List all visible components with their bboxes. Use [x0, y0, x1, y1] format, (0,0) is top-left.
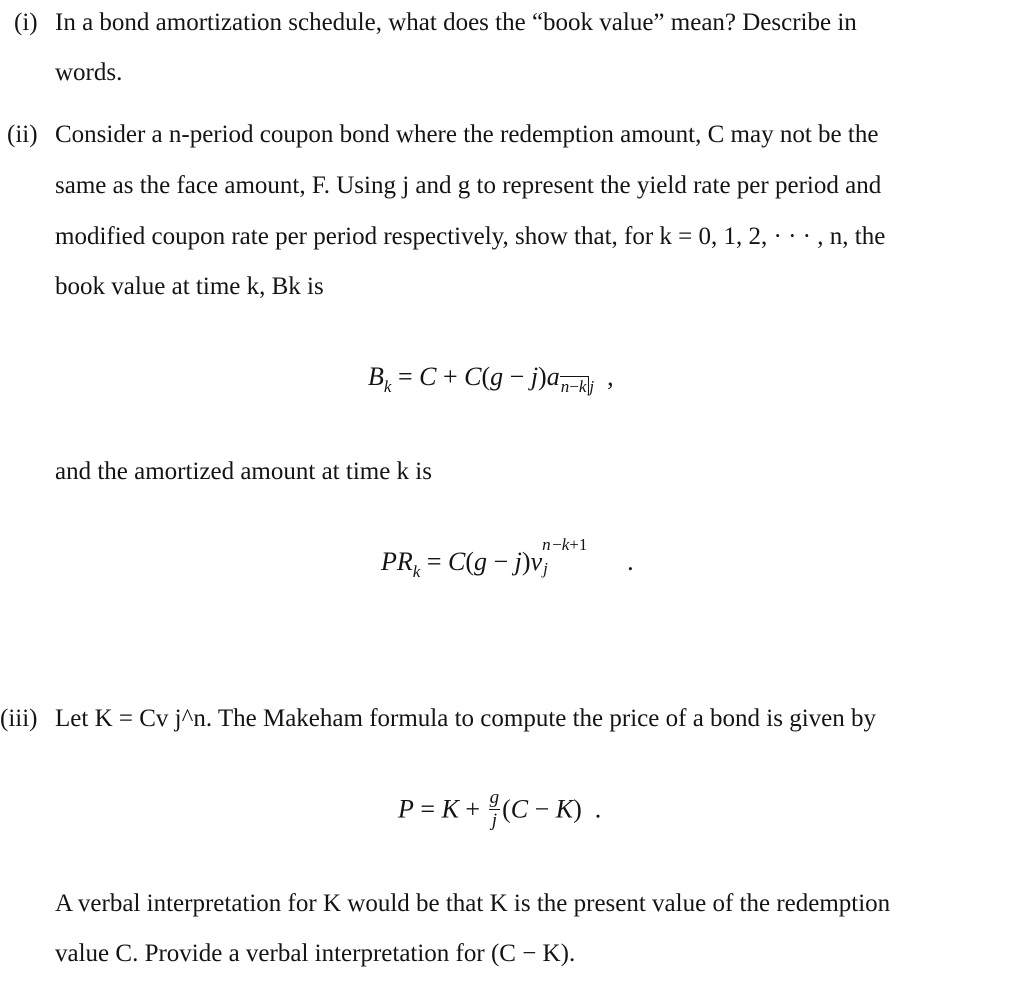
item-label: (i) — [14, 9, 38, 36]
text-line: A verbal interpretation for K would be that K is the present value of the redemption — [55, 890, 891, 917]
text-line: and the amortized amount at time k is — [55, 458, 432, 485]
item-label: (iii) — [0, 705, 38, 732]
text-line: words. — [55, 59, 123, 86]
equation-amortized-amount: $PR_k = C(g - j)v$ n −k+1 j . — [381, 535, 634, 581]
text-line: value C. Provide a verbal interpretation for (C − K). — [55, 940, 576, 967]
text-line: Let K = Cv j^n. The Makeham formula to compute the price of a bond is given by — [55, 705, 877, 732]
equation-makeham: P = K + $\frac{g}{j}$ (C − K) . — [398, 787, 602, 831]
text-line: In a bond amortization schedule, what does the “book value” mean? Describe in — [55, 9, 857, 36]
equation-book-value: $B_k = C + C(g - j)an-k$ $_j$ , — [368, 362, 614, 396]
item-label: (ii) — [7, 121, 38, 148]
text-line: book value at time k, Bk is — [55, 273, 324, 300]
text-line: modified coupon rate per period respectively, show that, for k = 0, 1, 2, · · · , n, the — [55, 223, 886, 250]
text-line: same as the face amount, F. Using j and g to represent the yield rate per period and — [55, 172, 882, 199]
text-line: Consider a n-period coupon bond where the redemption amount, C may not be the — [55, 121, 879, 148]
